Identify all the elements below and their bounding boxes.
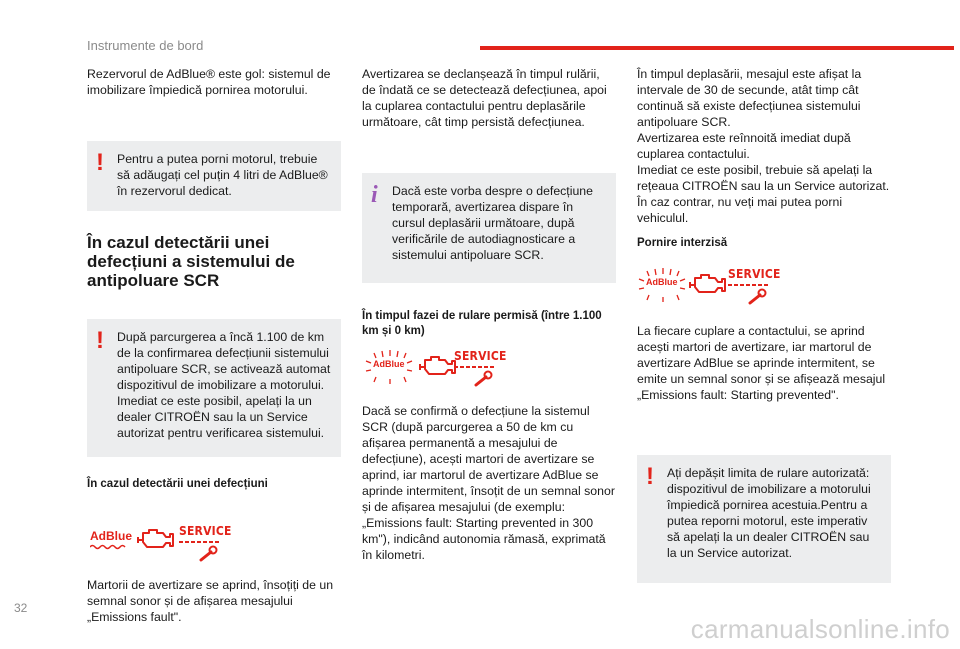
header-accent-bar (480, 46, 954, 50)
subheading-defect: În cazul detectării unei defecțiuni (87, 478, 268, 490)
info-box-temporary (362, 173, 616, 283)
warning-text: După parcurgerea a încă 1.100 de km de la confirmarea defecțiunii sistemului antipoluare SCR, se activează automat dispozitivul de imobilizare a motorului. Imediat ce este posibil, apelați la un dealer CITROËN sau la un Service autorizat pentru verificarea sistemului. (117, 330, 331, 440)
col1-intro: Rezervorul de AdBlue® este gol: sistemul de imobilizare împiedică pornirea motorului. (87, 67, 331, 97)
subheading-allowed-phase: În timpul fazei de rulare permisă (între 1.100 km și 0 km) (362, 310, 602, 337)
warning-box-limit (637, 455, 891, 583)
adblue-label: AdBlue (373, 359, 405, 369)
warning-text: Ați depășit limita de rulare autorizată: dispozitivul de imobilizare a motorului împiedică pornirea acestuia.Pentru a putea reporni motorul, este imperativ să apelați la un dealer CITROËN sau la un Service autorizat. (667, 466, 871, 560)
subheading-start-prevented: Pornire interzisă (637, 237, 728, 249)
page-number: 32 (14, 601, 28, 615)
engine-warning-icon (689, 272, 727, 298)
col3-body: La fiecare cuplare a contactului, se aprind acești martori de avertizare, iar martorul de avertizare AdBlue se aprinde intermitent, se emite un semnal sonor și se afișează mesajul „Emissions fault: Starting prevented". (637, 324, 886, 402)
service-warning-icon: SERVICE (454, 349, 507, 363)
column-2 (362, 66, 616, 563)
column-3 (637, 66, 891, 583)
warning-box-fuel (87, 141, 341, 211)
col3-intro: În timpul deplasării, mesajul este afișat la intervale de 30 de secunde, atât timp cât continuă să existe defecțiunea sistemului antipoluare SCR. Avertizarea este reînnoită imediat după cuplarea contactului. Imediat ce este posibil, trebuie să apelați la rețeaua CITROËN sau la un Service autorizat. În caz contrar, nu veți mai putea porni vehiculul. (637, 67, 890, 225)
engine-warning-icon (137, 527, 175, 553)
warning-text: Pentru a putea porni motorul, trebuie să adăugați cel puțin 4 litri de AdBlue® în rezervorul dedicat. (117, 152, 328, 198)
col2-body: Dacă se confirmă o defecțiune la sistemul SCR (după parcurgerea a 50 de km cu afișarea permanentă a mesajului de defecțiune), acești martori de avertizare se aprind, iar martorul de avertizare AdBlue se aprinde intermitent, însoțit de un semnal sonor și de afișarea mesajului (de exemplu: „Emissions fault: Starting prevented in 300 km"), indicând autonomia rămasă, exprimată în kilometri. (362, 404, 615, 562)
warning-lamps-row (362, 349, 616, 389)
wrench-icon (179, 539, 223, 563)
service-warning-icon: SERVICE (728, 267, 781, 281)
wrench-icon (728, 282, 772, 306)
watermark: carmanualsonline.info (690, 614, 950, 644)
warning-exclamation-icon: ! (646, 463, 654, 490)
warning-box-scr (87, 319, 341, 457)
col2-intro: Avertizarea se declanșează în timpul rulării, de îndată ce se detectează defecțiunea, apoi la cuplarea contactului pentru deplasările următoare, cât timp persistă defecțiunea. (362, 67, 607, 129)
section-title: În cazul detectării unei defecțiuni a sistemului de antipoluare SCR (87, 233, 295, 290)
info-text: Dacă este vorba despre o defecțiune temporară, avertizarea dispare în cursul deplasării următoare, după verificările de autodiagnosticare a sistemului antipoluare SCR. (392, 184, 593, 262)
warning-exclamation-icon: ! (96, 327, 104, 354)
col1-body: Martorii de avertizare se aprind, însoțiți de un semnal sonor și de afișarea mesajului „Emissions fault". (87, 578, 334, 624)
adblue-warning-icon: AdBlue (90, 529, 132, 543)
warning-lamps-row (87, 524, 341, 564)
wrench-icon (454, 364, 498, 388)
column-1 (87, 66, 341, 625)
adblue-label: AdBlue (646, 277, 678, 287)
info-icon: i (371, 182, 378, 208)
warning-exclamation-icon: ! (96, 149, 104, 176)
engine-warning-icon (419, 354, 457, 380)
header-title: Instrumente de bord (87, 38, 204, 53)
warning-lamps-row (637, 267, 891, 307)
service-warning-icon: SERVICE (179, 524, 232, 538)
adblue-wave-icon (90, 544, 128, 550)
